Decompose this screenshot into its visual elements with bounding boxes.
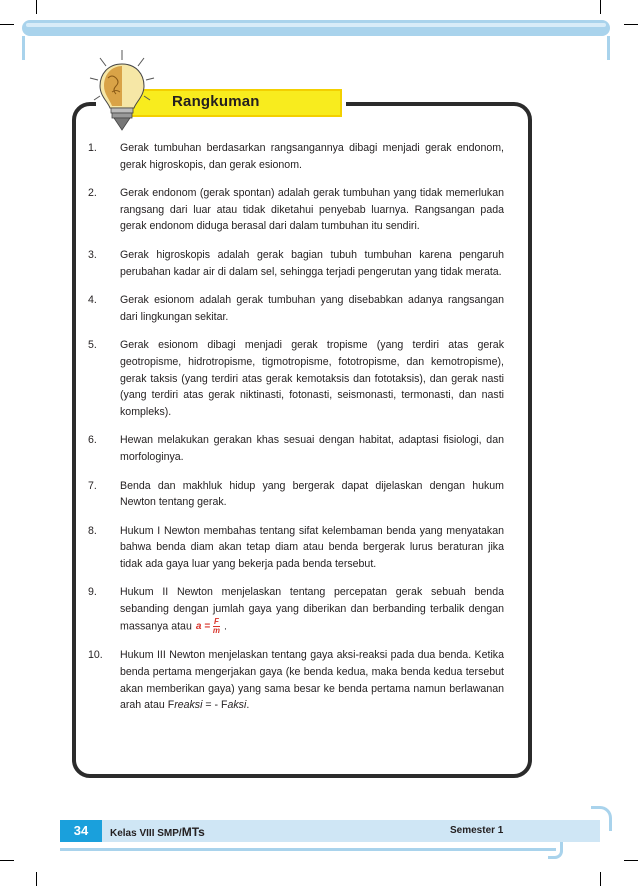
item-text-part: Hukum II Newton menjelaskan tentang percepatan gerak sebuah benda sebanding dengan jumlah gaya yang diberikan dan berbanding terbalik dengan massanya atau bbox=[120, 586, 504, 633]
item-number: 3. bbox=[88, 248, 97, 261]
item-text: Benda dan makhluk hidup yang bergerak dapat dijelaskan dengan hukum Newton tentang gerak. bbox=[120, 479, 504, 509]
item-text-italic: reaksi bbox=[174, 699, 203, 712]
item-number: 5. bbox=[88, 339, 97, 352]
crop-mark bbox=[624, 860, 638, 861]
item-number: 10. bbox=[88, 649, 103, 662]
item-text: Hewan melakukan gerakan khas sesuai dengan habitat, adaptasi fisiologi, dan morfologinya. bbox=[120, 434, 504, 463]
item-number: 7. bbox=[88, 479, 97, 492]
crop-mark bbox=[624, 24, 638, 25]
list-item bbox=[88, 337, 504, 420]
list-item bbox=[88, 292, 504, 325]
list-item bbox=[88, 523, 504, 573]
item-text-part: = - F bbox=[202, 699, 228, 712]
crop-mark bbox=[36, 0, 37, 14]
item-text: Gerak higroskopis adalah gerak bagian tubuh tumbuhan karena pengaruh perubahan kadar air di dalam sel, sehingga terjadi pengerutan yang tidak merata. bbox=[120, 248, 504, 278]
list-item bbox=[88, 247, 504, 280]
newton-second-law-formula bbox=[196, 618, 220, 636]
item-text-part: Hukum III Newton menjelaskan tentang gaya aksi-reaksi pada dua benda. Ketika benda pertama mengerjakan gaya (ke benda kedua, maka benda kedua tersebut akan memberikan gaya) yang sama besar ke benda pertama namun berlawanan arah atau F bbox=[120, 649, 504, 712]
crop-mark bbox=[36, 872, 37, 886]
item-text-part: . bbox=[246, 699, 250, 712]
item-text: Gerak endonom (gerak spontan) adalah gerak tumbuhan yang tidak memerlukan rangsang dari luar atau tidak diketahui penyebab luarnya. Rangsangan pada gerak endonom diduga berasal dari dalam tumbuhan itu sendiri. bbox=[120, 187, 504, 233]
list-item bbox=[88, 647, 504, 713]
formula-fraction bbox=[213, 618, 220, 635]
item-text: Gerak esionom dibagi menjadi gerak tropisme (yang terdiri atas gerak geotropisme, hidrotropisme, tigmotropisme, fototropisme, dan kemotropisme), gerak taksis (yang terdiri atas gerak kemotaksis dan fototaksis), dan gerak nasti (yang terdiri atas gerak niktinasti, fotonasti, seismonasti, termonasti, dan nasti kompleks). bbox=[120, 339, 504, 418]
crop-mark bbox=[0, 24, 14, 25]
item-text bbox=[120, 584, 504, 635]
book-label-mts: MTs bbox=[181, 825, 205, 839]
semester-label: Semester 1 bbox=[450, 825, 504, 836]
book-label-text: Kelas VIII SMP/ bbox=[110, 828, 182, 839]
footer-decoration-hook bbox=[548, 842, 563, 859]
formula-numerator: F bbox=[213, 616, 219, 626]
item-text: Gerak esionom adalah gerak tumbuhan yang disebabkan adanya rangsangan dari lingkungan sekitar. bbox=[120, 294, 504, 323]
page-number: 34 bbox=[73, 823, 89, 838]
crop-mark bbox=[600, 0, 601, 14]
list-item bbox=[88, 478, 504, 511]
item-number: 9. bbox=[88, 586, 97, 599]
item-number: 8. bbox=[88, 524, 97, 537]
header-decoration-bar bbox=[22, 20, 610, 36]
page-number-box bbox=[60, 820, 102, 842]
list-item bbox=[88, 185, 504, 235]
item-number: 1. bbox=[88, 142, 97, 154]
item-number: 2. bbox=[88, 187, 97, 200]
item-text-italic: aksi bbox=[227, 699, 247, 712]
item-text-part: . bbox=[223, 620, 227, 633]
formula-lhs: a = bbox=[195, 620, 211, 632]
summary-list bbox=[88, 140, 504, 726]
crop-mark bbox=[600, 872, 601, 886]
item-text: Gerak tumbuhan berdasarkan rangsangannya dibagi menjadi gerak endonom, gerak higroskopis, dan gerak esionom. bbox=[120, 142, 504, 171]
crop-mark bbox=[0, 860, 14, 861]
lightbulb-brain-icon bbox=[86, 48, 158, 136]
section-title: Rangkuman bbox=[172, 93, 260, 110]
book-label bbox=[110, 825, 205, 839]
item-text: Hukum I Newton membahas tentang sifat kelembaman benda yang menyatakan bahwa benda diam akan tetap diam atau benda bergerak lurus beraturan jika tidak ada gaya luar yang bekerja pada benda tersebut. bbox=[120, 524, 504, 570]
footer-decoration-line bbox=[60, 848, 556, 851]
formula-denominator: m bbox=[212, 625, 220, 635]
item-number: 4. bbox=[88, 294, 97, 307]
item-text bbox=[120, 647, 504, 713]
list-item bbox=[88, 584, 504, 635]
item-number: 6. bbox=[88, 434, 97, 447]
list-item bbox=[88, 140, 504, 173]
list-item bbox=[88, 432, 504, 465]
